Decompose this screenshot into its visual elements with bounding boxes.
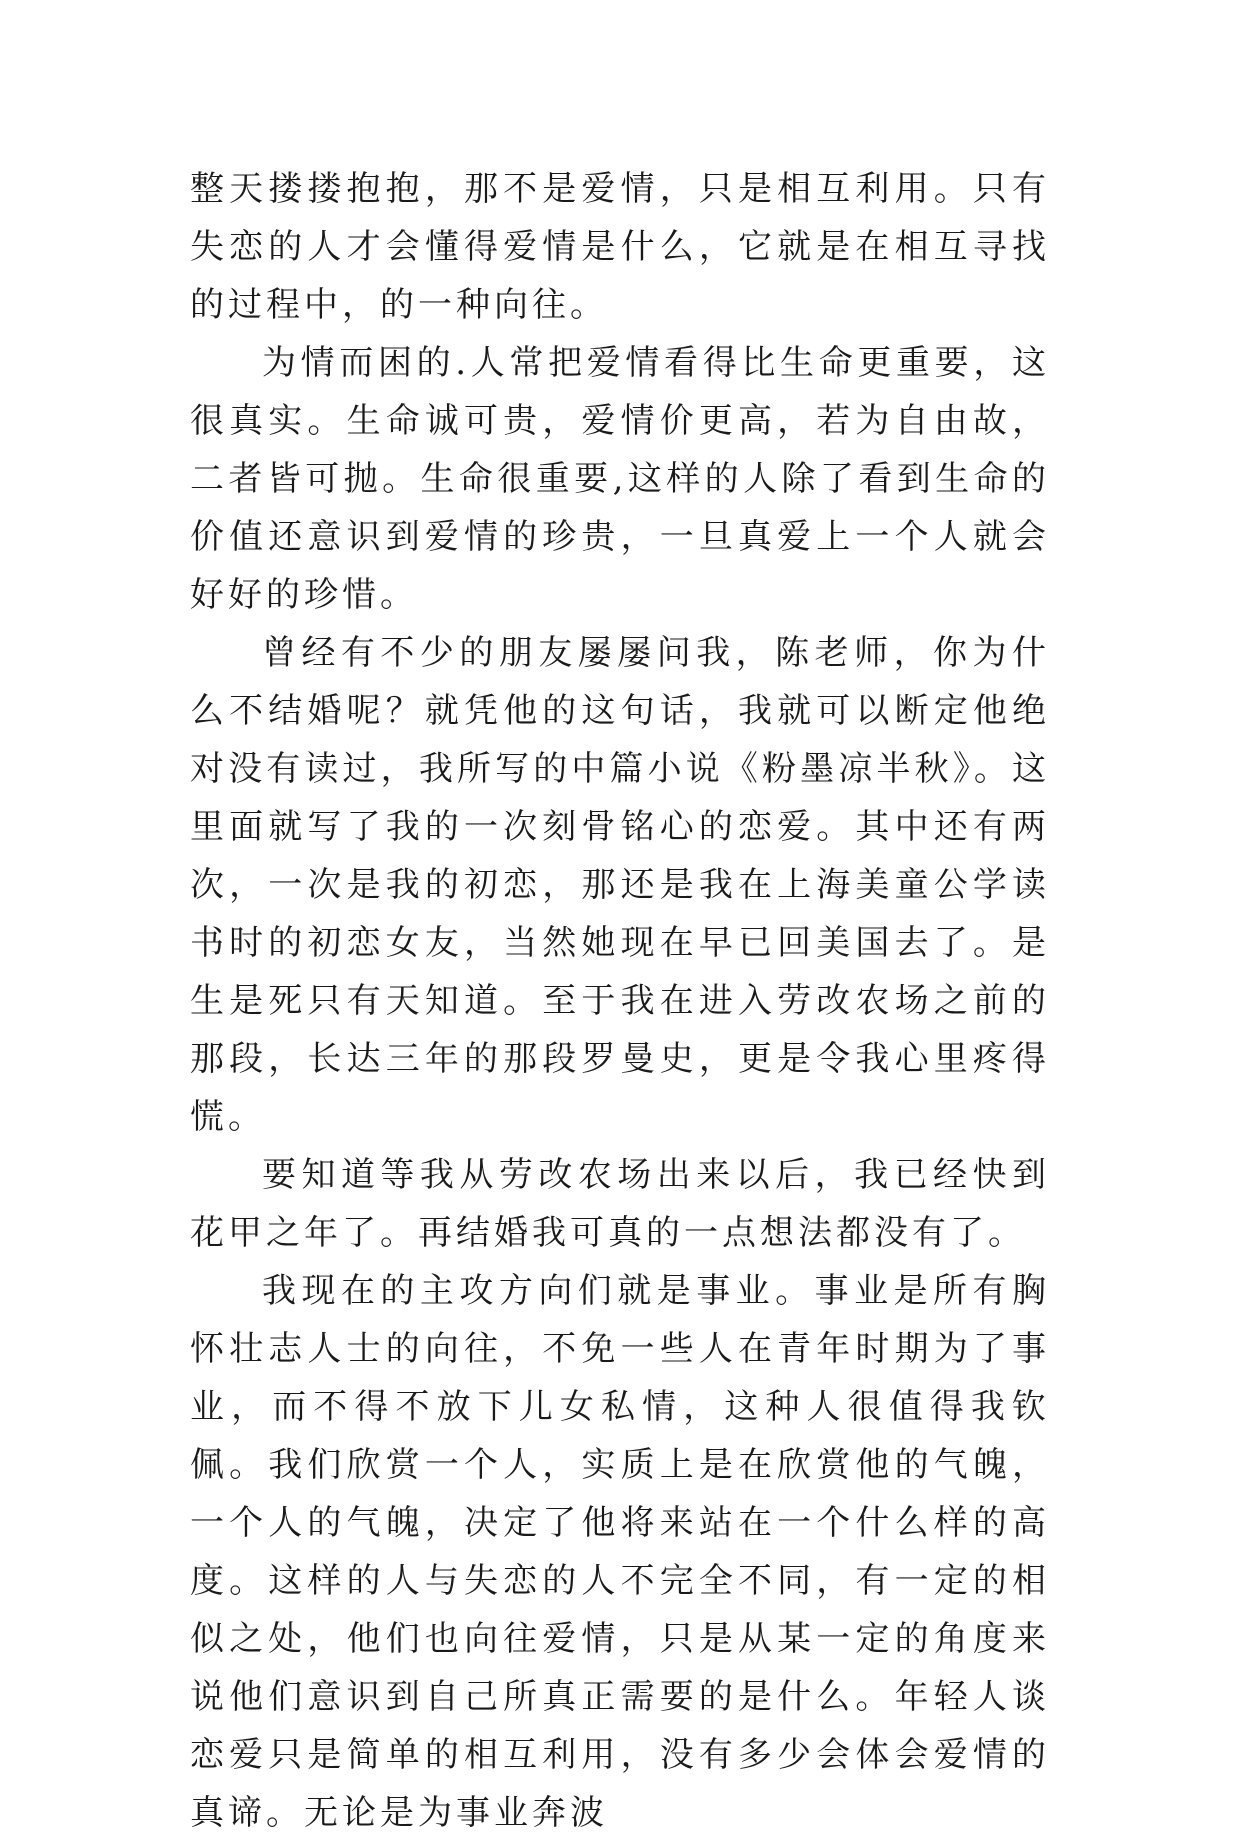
paragraph-5: 我现在的主攻方向们就是事业。事业是所有胸怀壮志人士的向往，不免一些人在青年时期为了事业，而不得不放下儿女私情，这种人很值得我钦佩。我们欣赏一个人，实质上是在欣赏他的气魄，一个人的气魄，决定了他将来站在一个什么样的高度。这样的人与失恋的人不完全不同，有一定的相似之处，他们也向往爱情，只是从某一定的角度来说他们意识到自己所真正需要的是什么。年轻人谈恋爱只是简单的相互利用，没有多少会体会爱情的真谛。无论是为事业奔波 bbox=[190, 1271, 1050, 1833]
paragraph-2: 为情而困的.人常把爱情看得比生命更重要，这很真实。生命诚可贵，爱情价更高，若为自由故，二者皆可抛。生命很重要,这样的人除了看到生命的价值还意识到爱情的珍贵，一旦真爱上一个人就会好好的珍惜。 bbox=[190, 343, 1050, 615]
paragraph-3: 曾经有不少的朋友屡屡问我，陈老师，你为什么不结婚呢？就凭他的这句话，我就可以断定他绝对没有读过，我所写的中篇小说《粉墨凉半秋》。这里面就写了我的一次刻骨铭心的恋爱。其中还有两次，一次是我的初恋，那还是我在上海美童公学读书时的初恋女友，当然她现在早已回美国去了。是生是死只有天知道。至于我在进入劳改农场之前的那段，长达三年的那段罗曼史，更是令我心里疼得慌。 bbox=[190, 633, 1050, 1137]
paragraph-4: 要知道等我从劳改农场出来以后，我已经快到花甲之年了。再结婚我可真的一点想法都没有了。 bbox=[190, 1155, 1050, 1253]
document-body bbox=[190, 160, 1050, 1842]
paragraph-1: 整天搂搂抱抱，那不是爱情，只是相互利用。只有失恋的人才会懂得爱情是什么，它就是在相互寻找的过程中，的一种向往。 bbox=[190, 169, 1050, 325]
